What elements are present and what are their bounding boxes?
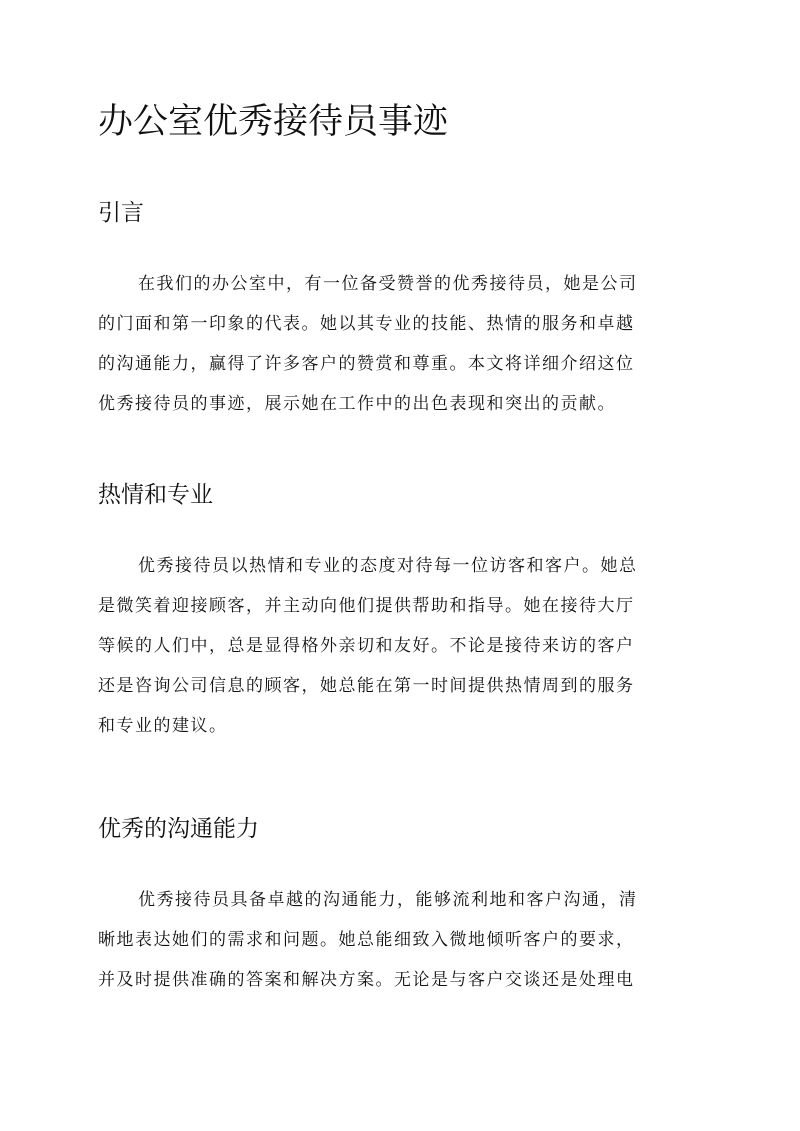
document-title: 办公室优秀接待员事迹 xyxy=(98,102,449,142)
paragraph-line: 优秀接待员的事迹，展示她在工作中的出色表现和突出的贡献。 xyxy=(98,394,616,414)
paragraph-line: 等候的人们中，总是显得格外亲切和友好。不论是接待来访的客户 xyxy=(98,636,635,656)
paragraph-line: 晰地表达她们的需求和问题。她总能细致入微地倾听客户的要求， xyxy=(98,930,635,950)
paragraph-line: 优秀接待员具备卓越的沟通能力，能够流利地和客户沟通，清 xyxy=(138,890,638,910)
paragraph-introduction xyxy=(98,264,698,424)
section-heading-warmth-professionalism: 热情和专业 xyxy=(98,482,213,508)
paragraph-line: 和专业的建议。 xyxy=(98,716,228,736)
paragraph-communication xyxy=(98,880,698,1000)
paragraph-line: 的沟通能力，赢得了许多客户的赞赏和尊重。本文将详细介绍这位 xyxy=(98,354,635,374)
paragraph-line: 在我们的办公室中，有一位备受赞誉的优秀接待员，她是公司 xyxy=(138,274,638,294)
paragraph-line: 的门面和第一印象的代表。她以其专业的技能、热情的服务和卓越 xyxy=(98,314,635,334)
paragraph-line: 是微笑着迎接顾客，并主动向他们提供帮助和指导。她在接待大厅 xyxy=(98,596,635,616)
paragraph-warmth-professionalism xyxy=(98,546,698,746)
paragraph-line: 并及时提供准确的答案和解决方案。无论是与客户交谈还是处理电 xyxy=(98,970,635,990)
section-heading-communication: 优秀的沟通能力 xyxy=(98,816,259,842)
section-heading-introduction: 引言 xyxy=(98,200,144,226)
paragraph-line: 优秀接待员以热情和专业的态度对待每一位访客和客户。她总 xyxy=(138,556,638,576)
paragraph-line: 还是咨询公司信息的顾客，她总能在第一时间提供热情周到的服务 xyxy=(98,676,635,696)
